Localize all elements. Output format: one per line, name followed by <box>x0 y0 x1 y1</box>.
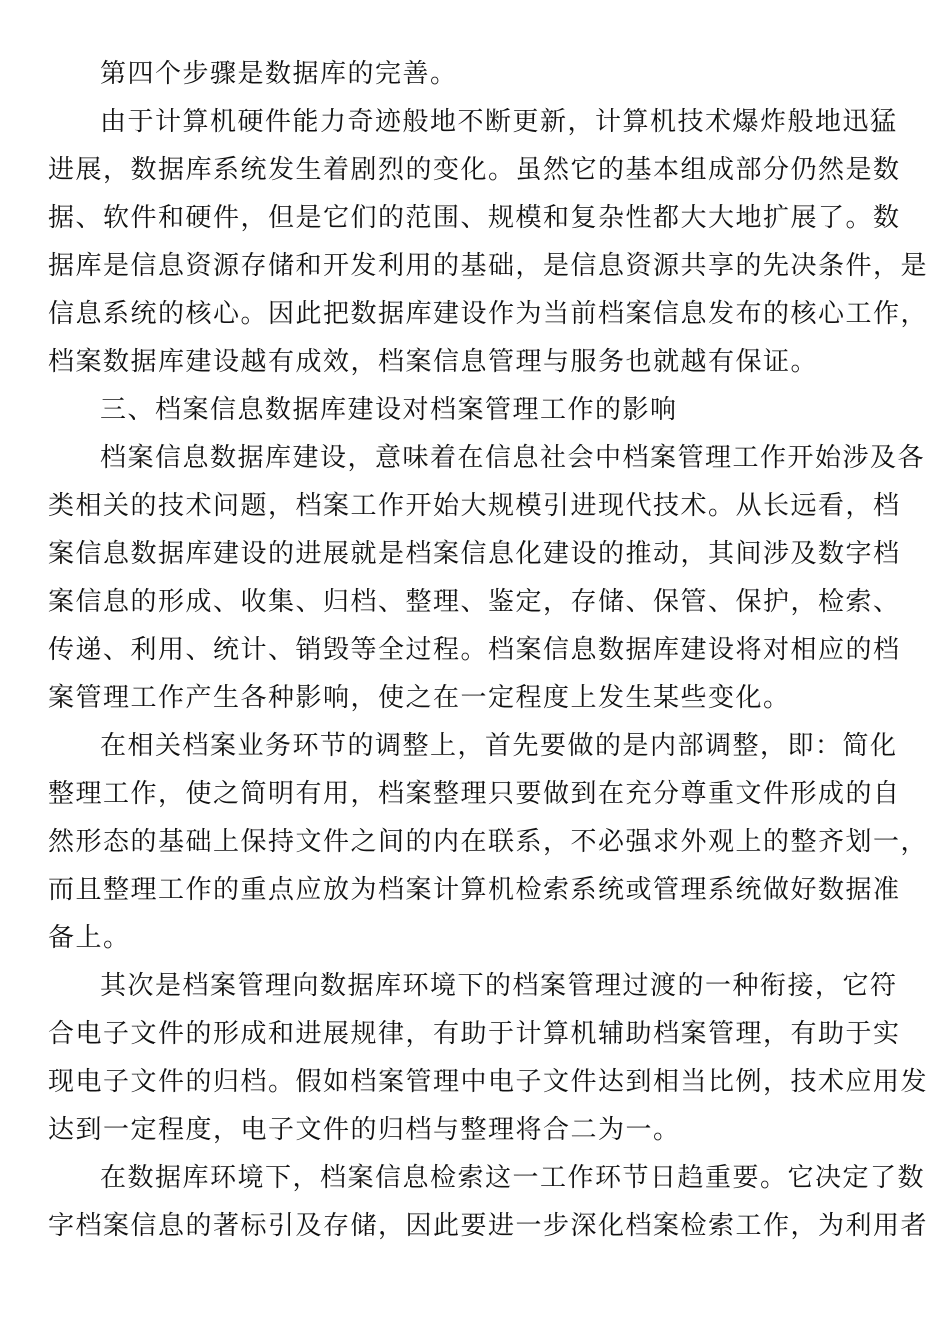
text-line: 备上。 <box>48 923 131 953</box>
text-line: 信息系统的核心。因此把数据库建设作为当前档案信息发布的核心工作， <box>48 299 929 329</box>
paragraph-database-evolution <box>48 104 929 380</box>
text-line: 第四个步骤是数据库的完善。 <box>100 59 458 89</box>
text-line: 进展，数据库系统发生着剧烈的变化。虽然它的基本组成部分仍然是数 <box>48 155 901 185</box>
text-line: 档案数据库建设越有成效，档案信息管理与服务也就越有保证。 <box>48 347 819 377</box>
text-line: 档案信息数据库建设，意味着在信息社会中档案管理工作开始涉及各 <box>100 443 926 473</box>
paragraph-archive-database-construction <box>48 440 926 716</box>
text-line: 案信息的形成、收集、归档、整理、鉴定，存储、保管、保护，检索、 <box>48 587 901 617</box>
paragraph-transition <box>48 968 929 1148</box>
text-line: 现电子文件的归档。假如档案管理中电子文件达到相当比例，技术应用发 <box>48 1067 929 1097</box>
paragraph-step-four <box>48 56 904 92</box>
text-line: 其次是档案管理向数据库环境下的档案管理过渡的一种衔接，它符 <box>100 971 898 1001</box>
text-line: 然形态的基础上保持文件之间的内在联系，不必强求外观上的整齐划一， <box>48 827 929 857</box>
section-heading-three <box>48 392 904 428</box>
text-line: 整理工作，使之简明有用，档案整理只要做到在充分尊重文件形成的自 <box>48 779 901 809</box>
text-line: 合电子文件的形成和进展规律，有助于计算机辅助档案管理，有助于实 <box>48 1019 901 1049</box>
text-line: 在数据库环境下，档案信息检索这一工作环节日趋重要。它决定了数 <box>100 1163 926 1193</box>
text-line: 案管理工作产生各种影响，使之在一定程度上发生某些变化。 <box>48 683 791 713</box>
heading-line: 三、档案信息数据库建设对档案管理工作的影响 <box>100 395 678 425</box>
text-line: 字档案信息的著标引及存储，因此要进一步深化档案检索工作，为利用者 <box>48 1211 929 1241</box>
text-line: 在相关档案业务环节的调整上，首先要做的是内部调整，即：简化 <box>100 731 898 761</box>
text-line: 类相关的技术问题，档案工作开始大规模引进现代技术。从长远看，档 <box>48 491 901 521</box>
paragraph-business-adjustment <box>48 728 929 956</box>
text-line: 案信息数据库建设的进展就是档案信息化建设的推动，其间涉及数字档 <box>48 539 901 569</box>
text-line: 由于计算机硬件能力奇迹般地不断更新，计算机技术爆炸般地迅猛 <box>100 107 898 137</box>
paragraph-retrieval <box>48 1160 929 1244</box>
text-line: 达到一定程度，电子文件的归档与整理将合二为一。 <box>48 1115 681 1145</box>
text-line: 据、软件和硬件，但是它们的范围、规模和复杂性都大大地扩展了。数 <box>48 203 901 233</box>
text-line: 而且整理工作的重点应放为档案计算机检索系统或管理系统做好数据准 <box>48 875 901 905</box>
text-line: 据库是信息资源存储和开发利用的基础，是信息资源共享的先决条件，是 <box>48 251 929 281</box>
document-body <box>48 56 929 1256</box>
text-line: 传递、利用、统计、销毁等全过程。档案信息数据库建设将对相应的档 <box>48 635 901 665</box>
